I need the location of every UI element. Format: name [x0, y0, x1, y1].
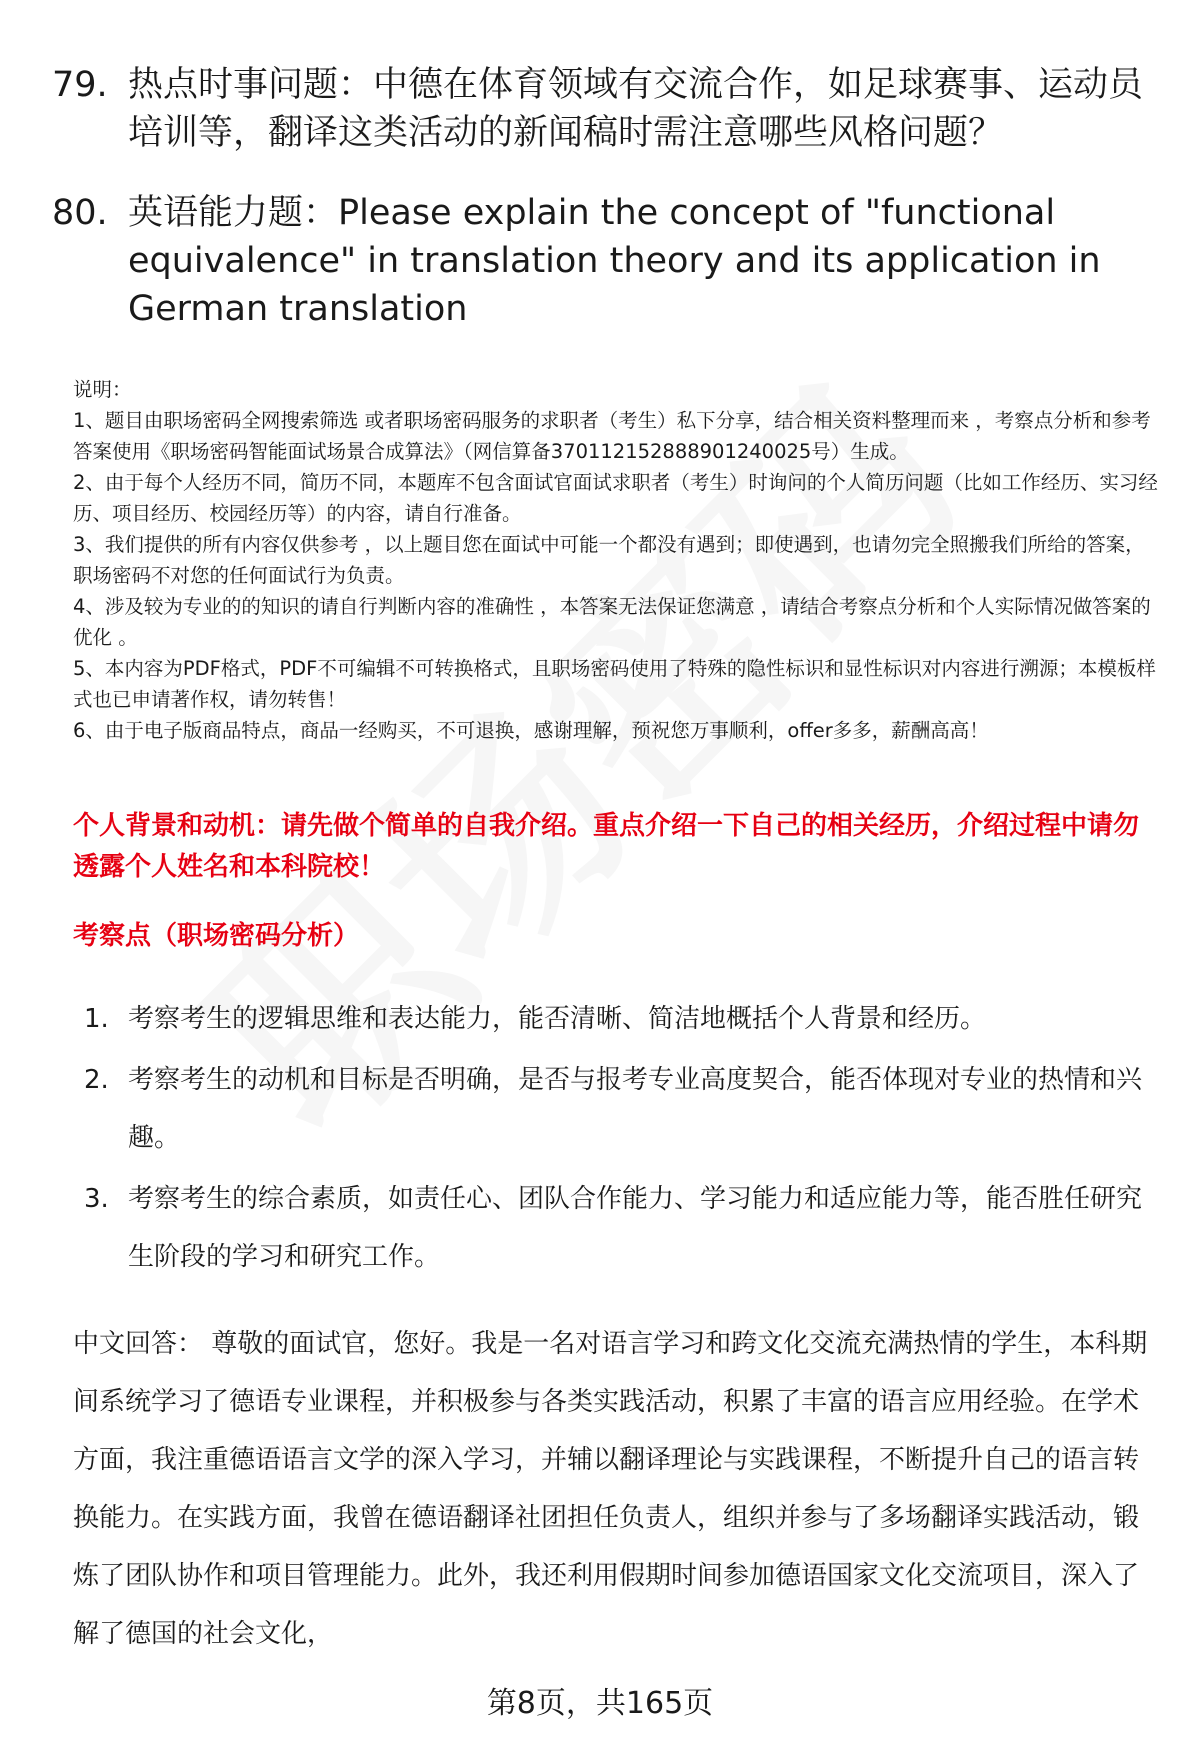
analysis-points	[84, 990, 1164, 1289]
point-text: 考察考生的动机和目标是否明确，是否与报考专业高度契合，能否体现对专业的热情和兴趣。	[128, 1065, 1143, 1153]
point-text: 考察考生的综合素质，如责任心、团队合作能力、学习能力和适应能力等，能否胜任研究生阶段的学习和研究工作。	[128, 1184, 1143, 1272]
analysis-heading: 考察点（职场密码分析）	[73, 921, 360, 951]
list-item	[84, 1170, 1164, 1286]
note-item: 1、题目由职场密码全网搜索筛选 或者职场密码服务的求职者（考生）私下分享，结合相关资料整理而来 ，考察点分析和参考答案使用《职场密码智能面试场景合成算法》（网信算备370112152888901240025号）生成。	[73, 409, 1151, 463]
point-text: 考察考生的逻辑思维和表达能力，能否清晰、简洁地概括个人背景和经历。	[128, 1004, 987, 1034]
point-number: 3.	[84, 1184, 109, 1214]
note-item: 6、由于电子版商品特点，商品一经购买，不可退换，感谢理解，预祝您万事顺利，offer多多，薪酬高高！	[73, 719, 989, 742]
question-text: 英语能力题：Please explain the concept of "functional equivalence" in translation theory and its application in German translation	[128, 193, 1101, 329]
question-79	[52, 61, 1162, 157]
list-item	[84, 1051, 1164, 1167]
point-number: 2.	[84, 1065, 109, 1095]
note-item: 5、本内容为PDF格式，PDF不可编辑不可转换格式，且职场密码使用了特殊的隐性标识和显性标识对内容进行溯源；本模板样式也已申请著作权，请勿转售！	[73, 657, 1156, 711]
answer-paragraph: 中文回答： 尊敬的面试官，您好。我是一名对语言学习和跨文化交流充满热情的学生，本科期间系统学习了德语专业课程，并积极参与各类实践活动，积累了丰富的语言应用经验。在学术方面，我注重德语语言文学的深入学习，并辅以翻译理论与实践课程，不断提升自己的语言转换能力。在实践方面，我曾在德语翻译社团担任负责人，组织并参与了多场翻译实践活动，锻炼了团队协作和项目管理能力。此外，我还利用假期时间参加德语国家文化交流项目，深入了解了德国的社会文化，	[73, 1329, 1148, 1649]
point-number: 1.	[84, 1004, 109, 1034]
notes-title: 说明：	[73, 378, 132, 401]
note-item: 4、涉及较为专业的的知识的请自行判断内容的准确性 ，本答案无法保证您满意 ，请结合考察点分析和个人实际情况做答案的优化 。	[73, 595, 1151, 649]
question-number: 80.	[52, 193, 108, 233]
list-item	[84, 990, 1164, 1048]
question-80	[52, 189, 1162, 333]
note-item: 3、我们提供的所有内容仅供参考 ，以上题目您在面试中可能一个都没有遇到；即使遇到，也请勿完全照搬我们所给的答案，职场密码不对您的任何面试行为负责。	[73, 533, 1145, 587]
note-item: 2、由于每个人经历不同，简历不同，本题库不包含面试官面试求职者（考生）时询问的个人简历问题（比如工作经历、实习经历、项目经历、校园经历等）的内容，请自行准备。	[73, 471, 1158, 525]
question-text: 热点时事问题：中德在体育领域有交流合作，如足球赛事、运动员培训等，翻译这类活动的新闻稿时需注意哪些风格问题？	[128, 65, 1144, 153]
section-heading: 个人背景和动机：请先做个简单的自我介绍。重点介绍一下自己的相关经历，介绍过程中请勿透露个人姓名和本科院校！	[73, 811, 1140, 882]
page-footer: 第8页，共165页	[486, 1686, 714, 1721]
question-number: 79.	[52, 65, 108, 105]
notes-block	[73, 374, 1163, 746]
